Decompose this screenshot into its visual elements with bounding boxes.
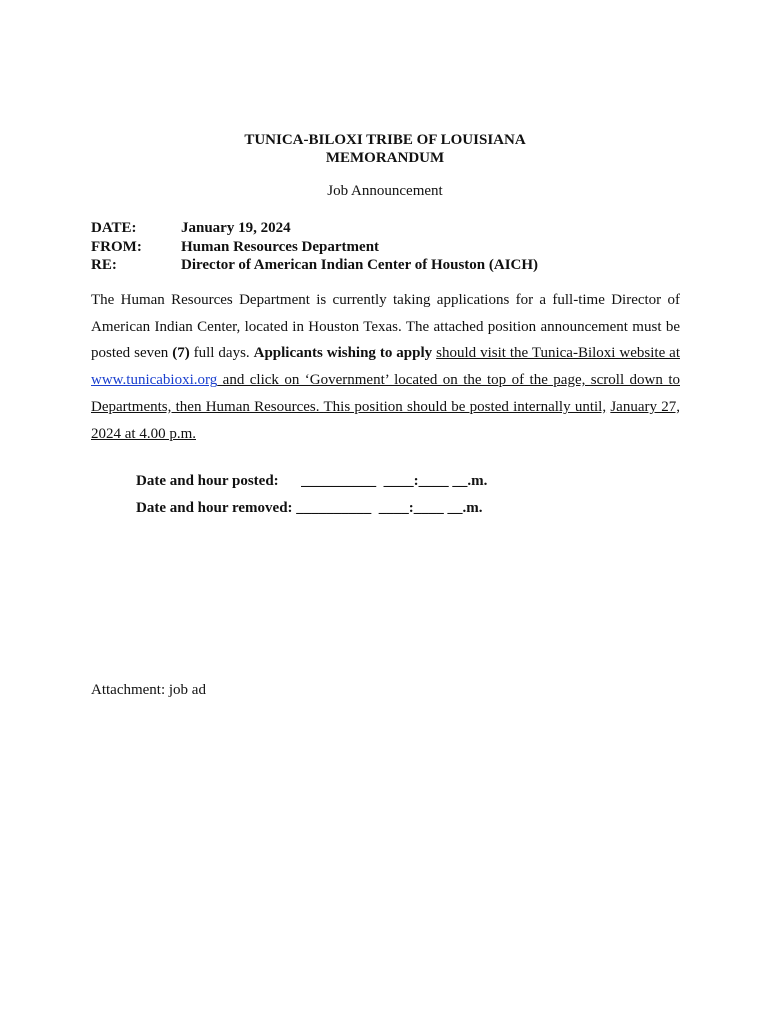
org-title: TUNICA-BILOXI TRIBE OF LOUISIANA	[244, 132, 526, 148]
re-value: Director of American Indian Center of Houston (AICH)	[181, 257, 539, 273]
date-removed-line: Date and hour removed: __________ ____:____ __.m.	[136, 500, 483, 516]
from-label: FROM:	[91, 238, 142, 255]
meta-re-row	[91, 256, 538, 275]
meta-date-row	[91, 219, 538, 238]
attachment-note: Attachment: job ad	[91, 682, 206, 698]
re-label: RE:	[91, 257, 117, 273]
body-navigation-instruction: and click on ‘Government’ located on the top of the page, scroll down to Departments, then Human Resources.	[91, 372, 680, 415]
body-applicants: Applicants wishing to apply	[253, 345, 433, 362]
date-label: DATE:	[91, 220, 137, 236]
body-seven: (7)	[172, 345, 190, 362]
meta-from-row	[91, 238, 538, 257]
body-posting-instruction: This position should be posted internally until,	[323, 398, 607, 415]
body-text-1: The Human Resources Department is currently taking applications for a full-time Director of American Indian Center, located in Houston Texas. The attached position announcement must be posted seven	[91, 292, 680, 362]
date-value: January 19, 2024	[181, 220, 291, 236]
body-text-2: full days.	[189, 345, 254, 362]
memo-meta	[91, 219, 538, 275]
website-link[interactable]: www.tunicabioxi.org	[91, 372, 218, 389]
date-posted-line: Date and hour posted: __________ ____:____ __.m.	[136, 473, 488, 489]
posting-record	[136, 468, 487, 522]
memo-body	[91, 287, 680, 447]
memo-subtitle: Job Announcement	[327, 183, 443, 199]
memo-title: MEMORANDUM	[325, 150, 445, 166]
body-website-instruction: should visit the Tunica-Biloxi website at	[436, 345, 680, 362]
from-value: Human Resources Department	[181, 238, 380, 255]
body-deadline: January 27, 2024 at 4.00 p.m.	[91, 398, 680, 442]
